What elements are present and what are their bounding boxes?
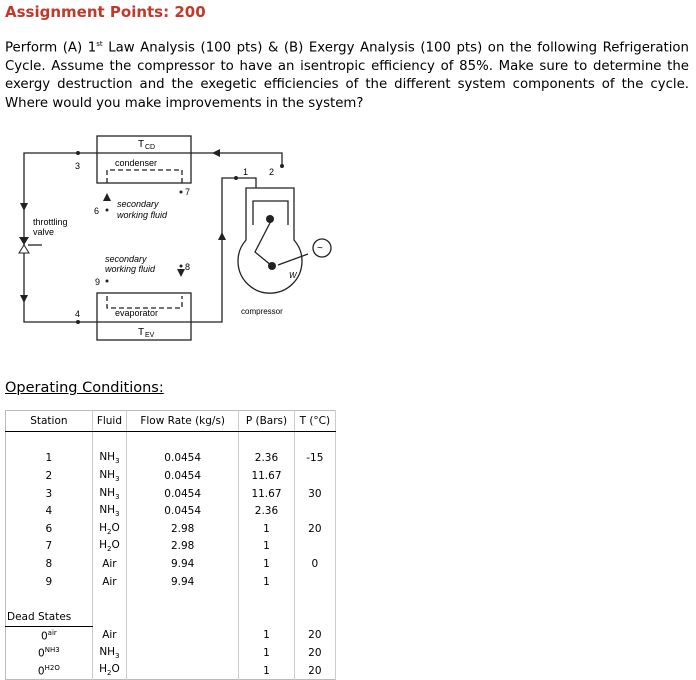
fluid-cell — [92, 538, 126, 556]
col-pressure: P (Bars) — [239, 411, 294, 432]
col-flow: Flow Rate (kg/s) — [127, 411, 239, 432]
pressure: 2.36 — [239, 502, 294, 520]
subscript: 3 — [115, 457, 120, 466]
assignment-points-title: Assignment Points: 200 — [5, 3, 206, 21]
blank-row — [6, 590, 336, 608]
station: 6 — [6, 520, 93, 538]
fluid: O — [111, 663, 120, 676]
fluid-cell — [92, 626, 126, 644]
temperature: 0 — [294, 555, 335, 573]
pressure: 11.67 — [239, 467, 294, 485]
fluid: Air — [102, 629, 117, 642]
col-fluid: Fluid — [92, 411, 126, 432]
tev-sub: EV — [145, 332, 155, 339]
station: 8 — [6, 555, 93, 573]
temperature — [294, 467, 335, 485]
subscript: 3 — [115, 475, 120, 484]
dead-states-label: Dead States — [6, 608, 93, 626]
fluid: NH — [99, 645, 116, 658]
subscript: 2 — [107, 527, 112, 536]
working-fluid-label-top: working fluid — [117, 210, 168, 220]
subscript: 2 — [107, 669, 112, 678]
table-row — [6, 485, 336, 503]
station: 1 — [6, 450, 93, 468]
dead-state — [6, 662, 93, 680]
fluid: H — [99, 663, 107, 676]
fluid: O — [111, 539, 120, 552]
point-9: 9 — [95, 277, 101, 287]
temperature: 20 — [294, 662, 335, 680]
fluid-cell — [92, 502, 126, 520]
table-row — [6, 502, 336, 520]
pressure: 1 — [239, 555, 294, 573]
fluid: Air — [102, 575, 117, 588]
station: 2 — [6, 467, 93, 485]
point-6: 6 — [94, 206, 100, 216]
point-3: 3 — [75, 161, 81, 171]
flow-rate: 0.0454 — [127, 502, 239, 520]
throttling-label: throttling — [33, 217, 68, 227]
subscript: 3 — [115, 510, 120, 519]
dead-state-row — [6, 626, 336, 644]
pressure: 1 — [239, 520, 294, 538]
fluid-cell — [92, 467, 126, 485]
table-row — [6, 555, 336, 573]
temperature: 20 — [294, 626, 335, 644]
table-header — [6, 411, 336, 432]
fluid: NH — [99, 486, 116, 499]
temperature: 20 — [294, 520, 335, 538]
col-temperature: T (°C) — [294, 411, 335, 432]
problem-statement — [5, 35, 689, 113]
state: 0 — [37, 665, 45, 678]
fluid-cell — [92, 644, 126, 662]
superscript: st — [96, 40, 103, 48]
station: 3 — [6, 485, 93, 503]
working-fluid-label-bottom: working fluid — [105, 264, 156, 274]
state: 0 — [40, 630, 48, 643]
valve-label: valve — [33, 227, 55, 237]
flow-rate: 2.98 — [127, 520, 239, 538]
temperature: -15 — [294, 450, 335, 468]
flow-rate — [127, 626, 239, 644]
subscript: 3 — [115, 492, 120, 501]
temperature — [294, 573, 335, 591]
refrigeration-cycle-diagram — [0, 130, 340, 360]
flow-rate: 9.94 — [127, 573, 239, 591]
flow-rate — [127, 662, 239, 680]
station: 7 — [6, 538, 93, 556]
flow-rate: 2.98 — [127, 538, 239, 556]
condenser-label: condenser — [115, 158, 158, 168]
secondary-label-bottom: secondary — [105, 254, 147, 264]
point-1: 1 — [243, 167, 249, 177]
table-row — [6, 520, 336, 538]
evaporator-label: evaporator — [115, 308, 159, 318]
fluid: NH — [99, 468, 116, 481]
flow-rate: 0.0454 — [127, 467, 239, 485]
pressure: 1 — [239, 644, 294, 662]
point-2: 2 — [269, 167, 275, 177]
pressure: 1 — [239, 573, 294, 591]
pressure: 1 — [239, 626, 294, 644]
fluid-cell — [92, 520, 126, 538]
tcd-label: T — [138, 139, 145, 150]
subscript: 2 — [107, 545, 112, 554]
fluid-cell — [92, 485, 126, 503]
compressor-label: compressor — [241, 307, 283, 316]
dead-states-row — [6, 608, 336, 626]
tcd-sub: CD — [145, 144, 156, 151]
fluid: NH — [99, 451, 116, 464]
work-label: W — [289, 271, 297, 280]
fluid-cell — [92, 555, 126, 573]
point-8: 8 — [185, 262, 191, 272]
fluid-cell — [92, 450, 126, 468]
dead-state-row — [6, 644, 336, 662]
station: 9 — [6, 573, 93, 591]
flow-rate: 0.0454 — [127, 485, 239, 503]
sine-glyph: ~ — [317, 243, 323, 254]
fluid-cell — [92, 662, 126, 680]
pressure: 1 — [239, 538, 294, 556]
temperature — [294, 538, 335, 556]
table-row — [6, 573, 336, 591]
point-4: 4 — [75, 309, 81, 319]
fluid: H — [99, 521, 107, 534]
temperature — [294, 502, 335, 520]
fluid: NH — [99, 504, 116, 517]
flow-rate: 0.0454 — [127, 450, 239, 468]
operating-conditions-table — [5, 410, 336, 680]
fluid: H — [99, 539, 107, 552]
pressure: 2.36 — [239, 450, 294, 468]
blank-row — [6, 432, 336, 450]
superscript: NH3 — [44, 646, 60, 655]
col-station: Station — [6, 411, 93, 432]
table-row — [6, 538, 336, 556]
dead-state — [6, 626, 93, 644]
fluid: O — [111, 521, 120, 534]
temperature: 30 — [294, 485, 335, 503]
subscript: 3 — [115, 651, 120, 660]
flow-rate: 9.94 — [127, 555, 239, 573]
flow-rate — [127, 644, 239, 662]
secondary-label-top: secondary — [117, 199, 159, 209]
temperature: 20 — [294, 644, 335, 662]
fluid-cell — [92, 573, 126, 591]
state: 0 — [38, 647, 45, 660]
superscript: air — [47, 628, 57, 637]
tev-label: T — [138, 327, 145, 338]
operating-conditions-heading: Operating Conditions: — [5, 380, 164, 396]
dead-state — [6, 644, 93, 662]
text: Perform (A) 1 — [5, 40, 97, 56]
dead-state-row — [6, 662, 336, 680]
table-row — [6, 467, 336, 485]
pressure: 1 — [239, 662, 294, 680]
superscript: H2O — [44, 663, 60, 672]
fluid: Air — [102, 557, 117, 570]
table-row — [6, 450, 336, 468]
station: 4 — [6, 502, 93, 520]
point-7: 7 — [185, 187, 191, 197]
text: Law Analysis (100 pts) & (B) Exergy Analysis (100 pts) on the following Refrigeration Cycle. Assume the compressor to have an isentropic efficiency of 85%. Make sure to determine the exergy destruction and the exegetic efficiencies of the different system components of the cycle. Where would you make improvements in the system? — [5, 40, 689, 111]
pressure: 11.67 — [239, 485, 294, 503]
